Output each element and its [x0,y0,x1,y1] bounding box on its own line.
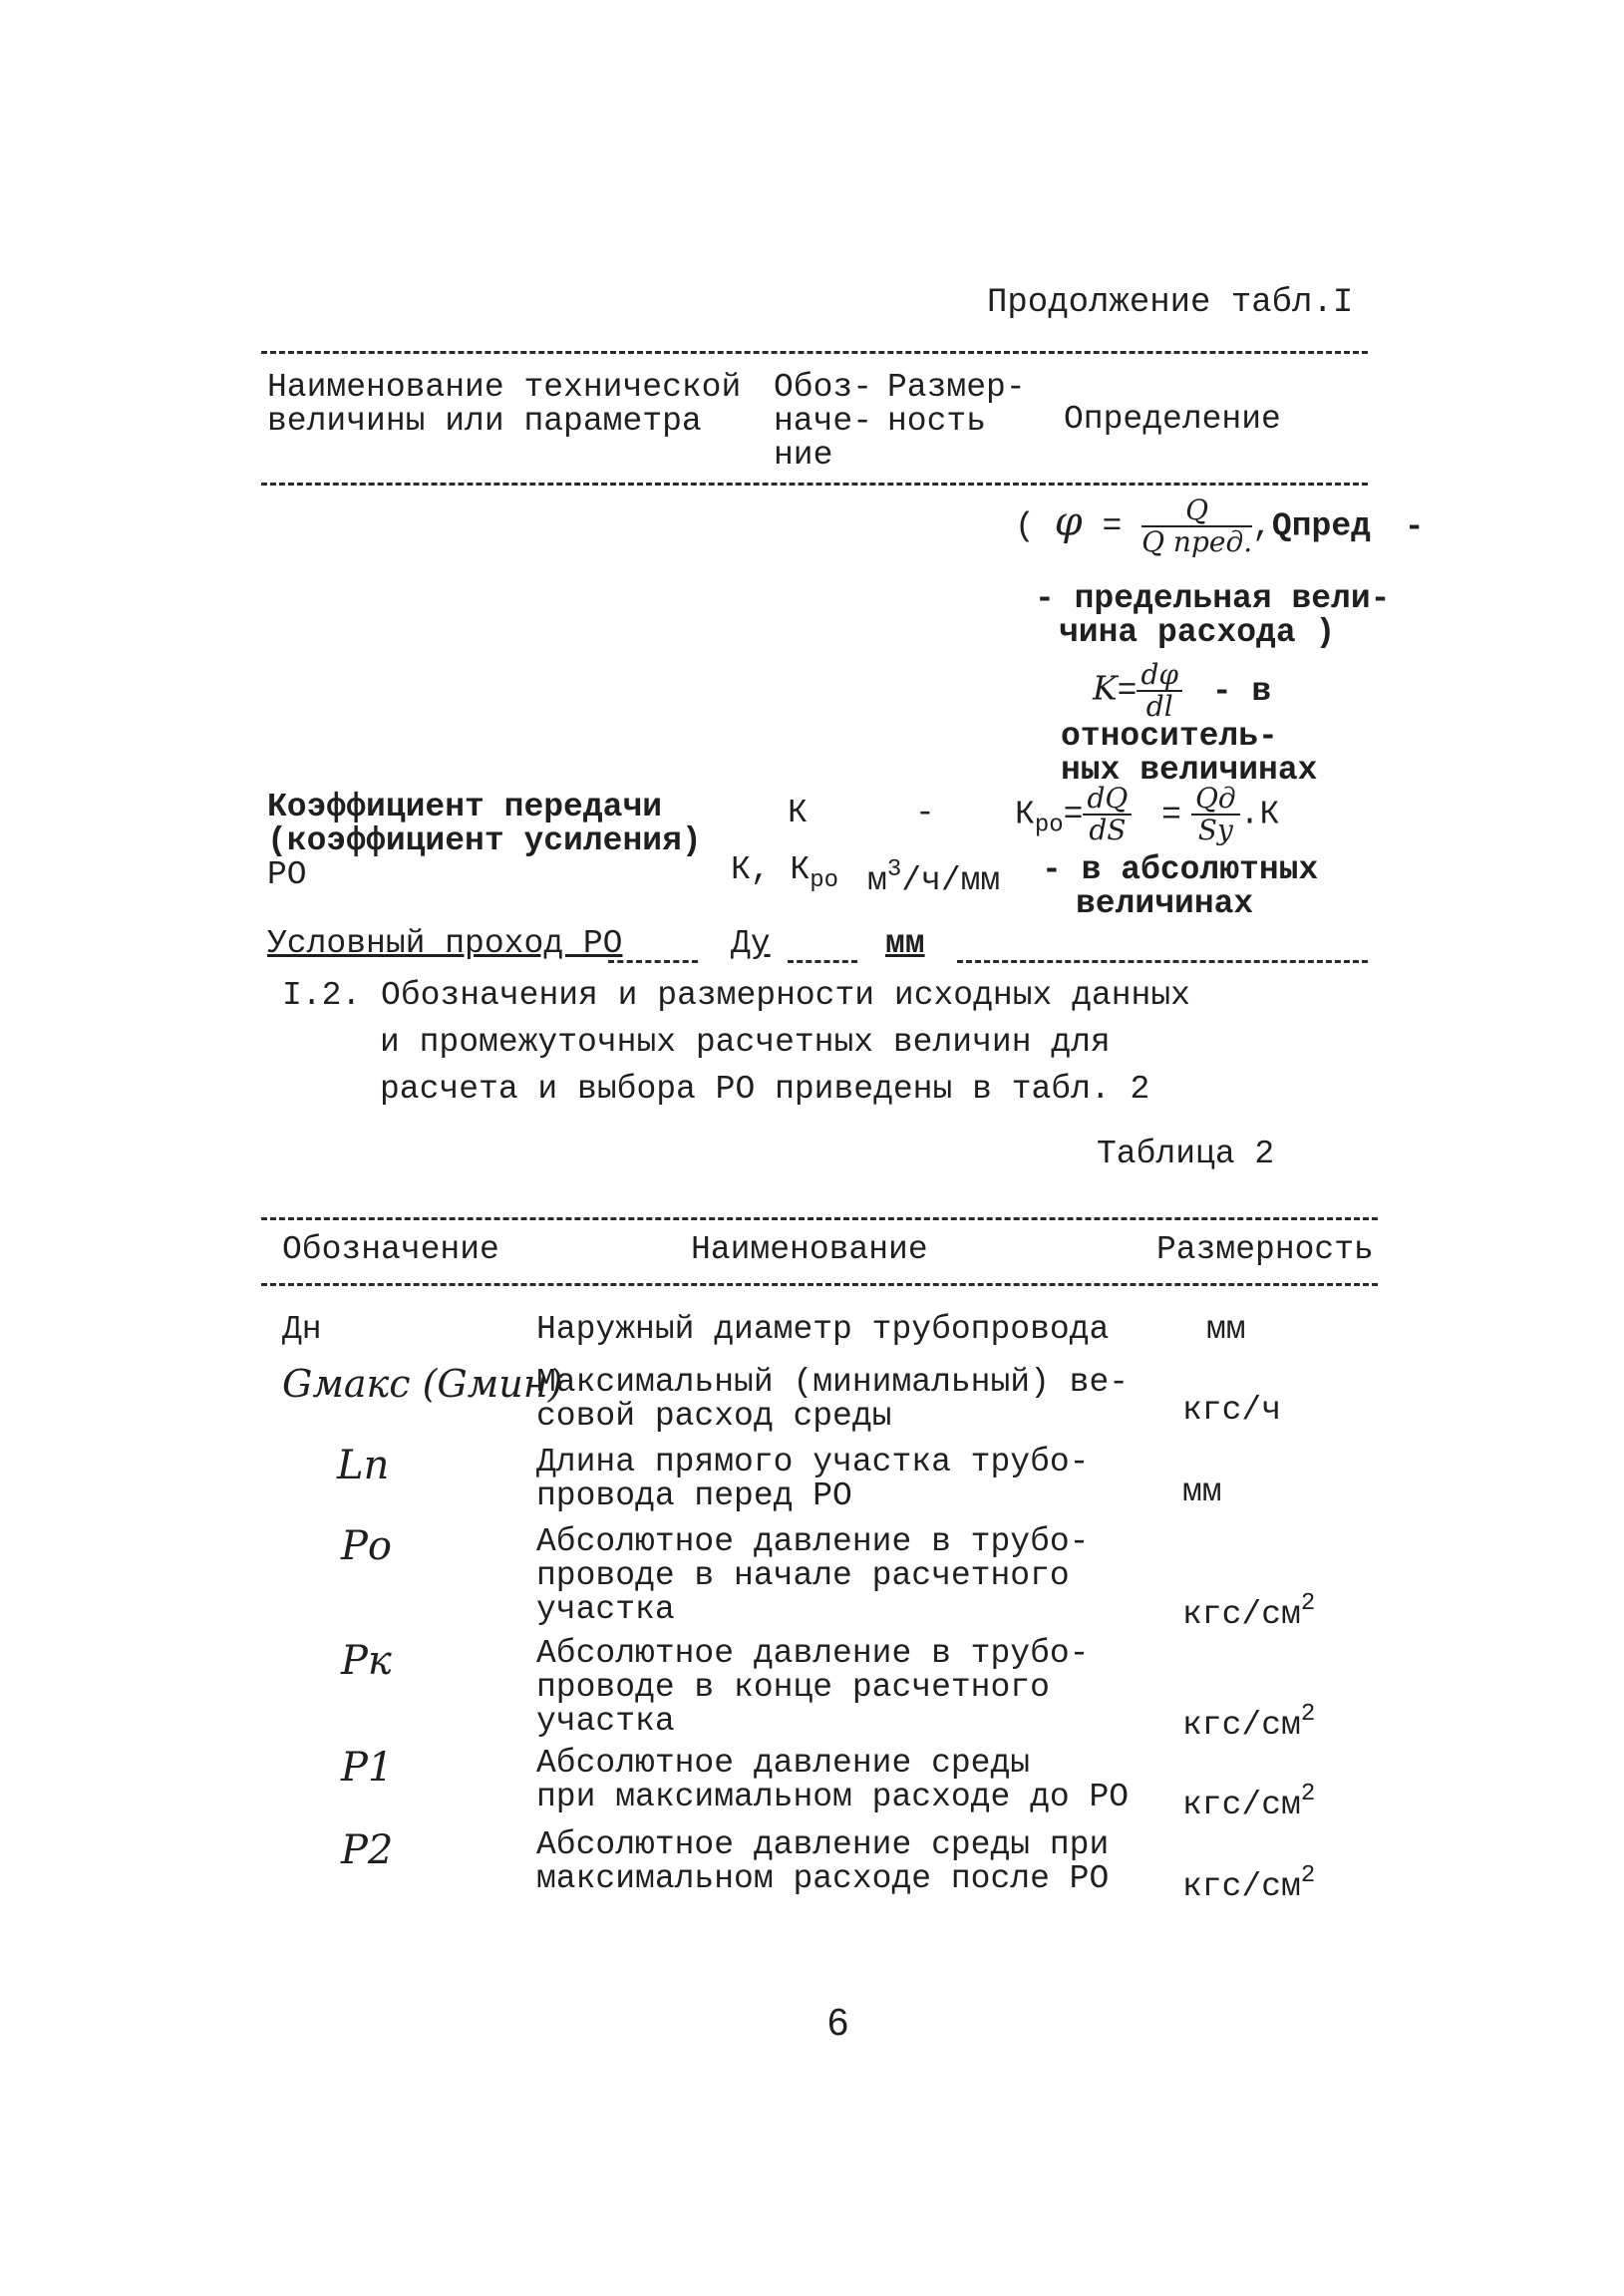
nominal-rule-1 [608,960,698,963]
table2-row-symbol: Lп [337,1443,390,1488]
gain-dimension-abs: $м^3/ч/мм$ [867,856,1001,899]
table2-row-name: Абсолютное давление среды при максимальном расходе после РО [536,1826,1110,1897]
absolute-values-note: - в абсолютных величинах [1042,851,1319,922]
table2-row-symbol: P2 [341,1827,394,1873]
table2-row-symbol: Gмакс (Gмин) [282,1362,563,1406]
table1-top-rule [261,351,1368,354]
gain-dimension: - [915,795,935,831]
page-number: 6 [827,2002,849,2044]
table2-row-name: Абсолютное давление в трубо- проводе в начале расчетного участка [536,1523,1090,1628]
table1-header-rule [261,483,1368,486]
relative-values-note: относитель- ных величинах [1061,718,1318,789]
table2-row-dimension: кгс/ч [1182,1392,1282,1429]
table2-caption: Таблица 2 [1097,1136,1275,1172]
table2-header-name: Наименование [691,1231,928,1268]
table1-header-dimension: Размер- ность [887,369,1026,440]
table2-row-dimension: кгс/$см^2$ [1182,1701,1316,1744]
limit-flow-note: - предельная вели- чина расхода ) [1035,580,1391,651]
paragraph-line-2: и промежуточных расчетных величин для [380,1024,1111,1061]
k-fraction: $\frac{d\varphi}{dl}$ [1137,660,1182,722]
table2-header-symbol: Обозначение [282,1231,499,1268]
table2-row-name: Максимальный (минимальный) ве- совой расход среды [536,1364,1130,1435]
nominal-rule-2 [788,960,857,963]
table2-row-symbol: Дн [282,1311,322,1348]
gain-designation: К [788,795,808,831]
continuation-label: Продолжение табл.I [987,284,1354,322]
phi-fraction: $\frac{Q}{\text{Q пред.}}$ [1141,493,1253,558]
nominal-bore-dimension: мм [885,925,925,962]
paragraph-line-1: I.2. Обозначения и размерности исходных данных [282,977,1190,1014]
kpo-fraction-2: $\frac{Qд}{Sy}$ [1191,784,1240,845]
paragraph-line-3: расчета и выбора РО приведены в табл. 2 [380,1071,1150,1108]
table2-header-rule [261,1283,1378,1286]
table2-top-rule [261,1217,1378,1220]
table2-row-name: Абсолютное давление в трубо- проводе в конце расчетного участка [536,1635,1090,1740]
table1-header-designation: Обоз- наче- ние [774,369,873,474]
table2-row-dimension: кгс/$см^2$ [1182,1862,1316,1905]
table1-header-name: Наименование технической величины или параметра [267,369,742,440]
table2-row-symbol: Pк [341,1638,392,1684]
table2-row-dimension: мм [1182,1474,1222,1510]
table1-header-definition: Определение [1064,401,1281,438]
phi-formula: ( φ = $\frac{Q}{\text{Q пред.}}$ ,Qпред - [1015,493,1425,558]
table2-row-dimension: мм [1206,1311,1246,1348]
table2-row-name: Абсолютное давление среды при максимальном расходе до РО [536,1745,1130,1815]
gain-row-name: Коэффициент передачи (коэффициент усиления) РО [267,789,702,893]
table2-row-dimension: кгс/$см^2$ [1182,1590,1316,1633]
gain-designation-abs: К, $К_{ро}$ [731,851,839,894]
kpo-formula: $К_{ро}=$ $\frac{dQ}{dS}$ = $\frac{Qд}{Sy}$ .К [1015,782,1280,846]
nominal-rule-3 [957,960,1368,963]
k-formula: K= $\frac{d\varphi}{dl}$ - в [1093,658,1272,723]
table2-row-name: Наружный диаметр трубопровода [536,1311,1110,1348]
nominal-bore-designation: Ду [731,925,771,962]
table2-row-symbol: Pо [341,1523,392,1569]
kpo-fraction-1: $\frac{dQ}{dS}$ [1083,784,1132,845]
table2-row-symbol: P1 [341,1745,394,1791]
table2-row-dimension: кгс/$см^2$ [1182,1781,1316,1823]
table2-header-dimension: Размерность [1156,1231,1374,1268]
table2-row-name: Длина прямого участка трубо- провода перед РО [536,1444,1090,1514]
nominal-bore-name: Условный проход РО [267,925,623,962]
